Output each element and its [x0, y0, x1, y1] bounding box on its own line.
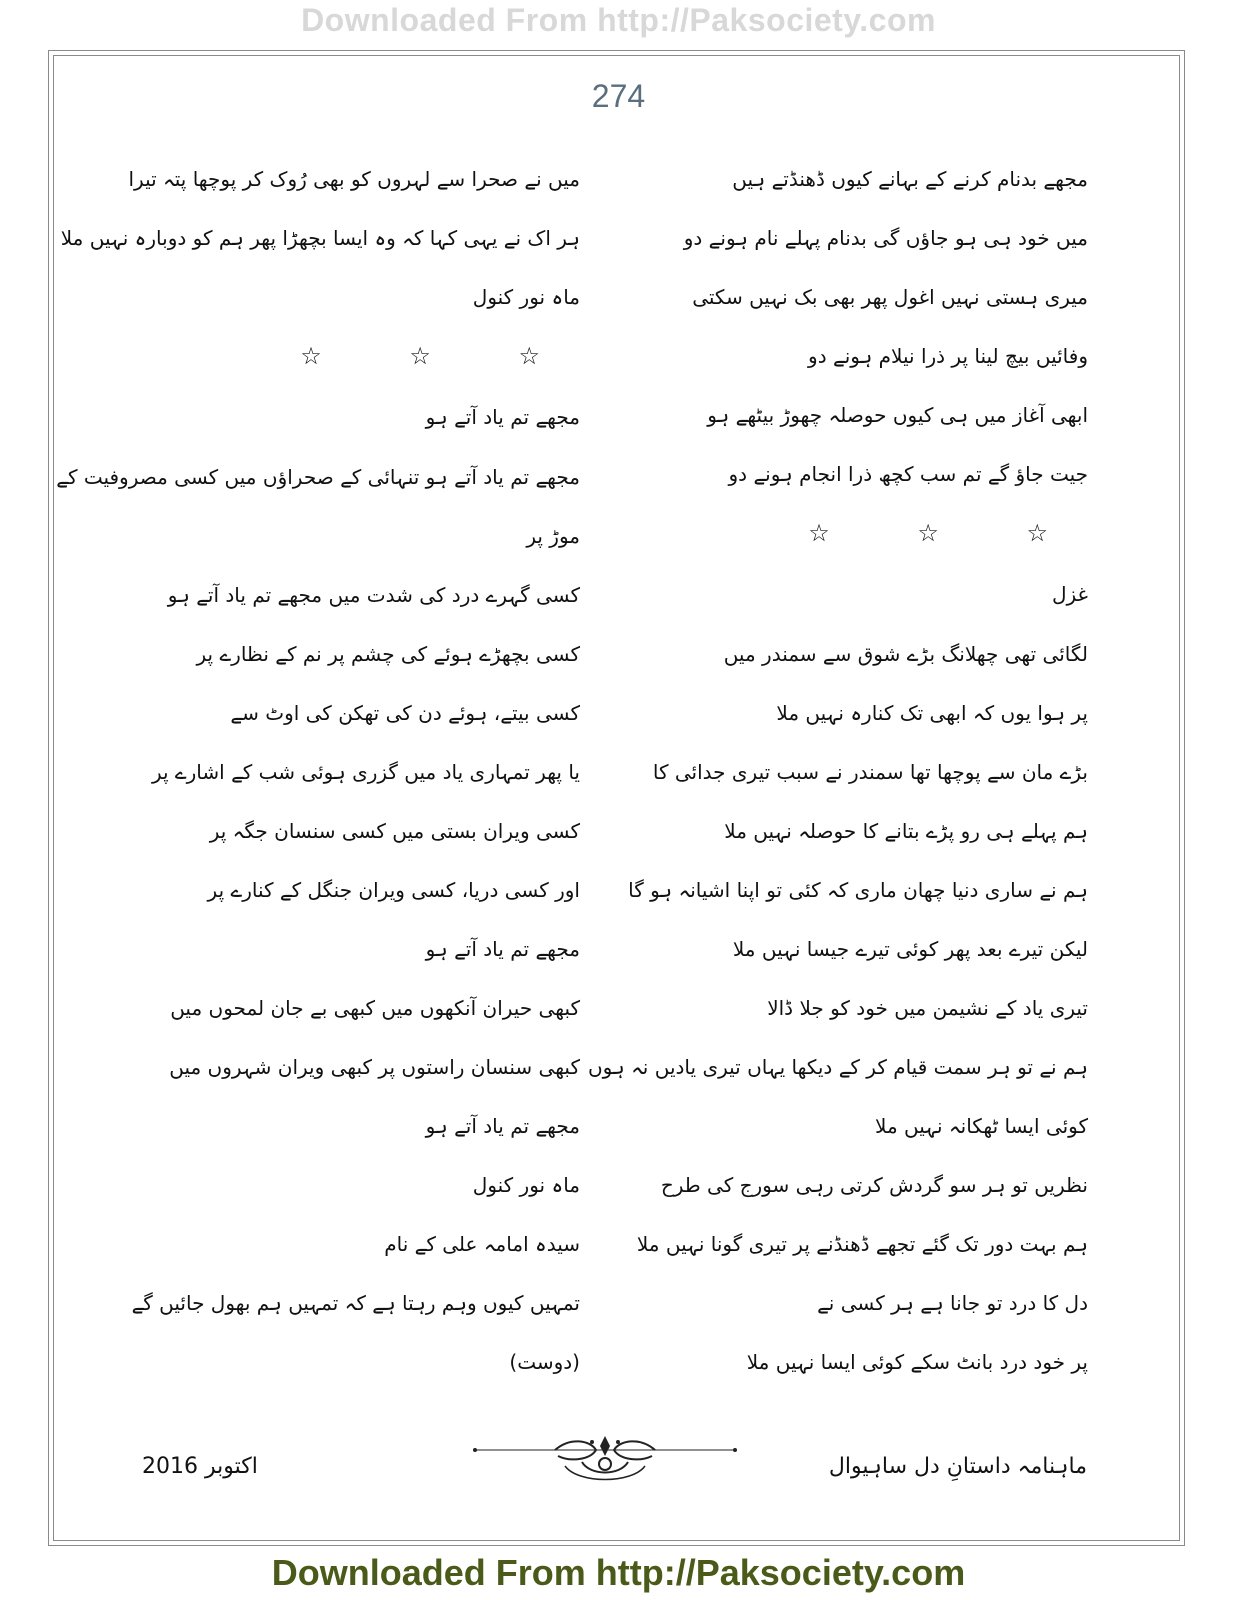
poem-line: میں خود ہی ہو جاؤں گی بدنام پہلے نام ہونے دو	[683, 226, 1088, 250]
poem-line: اور کسی دریا، کسی ویران جنگل کے کنارے پر	[207, 878, 580, 902]
poem-line: مجھے تم یاد آتے ہو	[425, 1114, 580, 1138]
signature: (دوست)	[509, 1350, 580, 1374]
poem-line: ابھی آغاز میں ہی کیوں حوصلہ چھوڑ بیٹھے ہو	[707, 403, 1088, 427]
poem-line: کسی بیتے، ہوئے دن کی تھکن کی اوٹ سے	[230, 701, 580, 725]
poem-line: ہر اک نے یہی کہا کہ وہ ایسا بچھڑا پھر ہم کو دوبارہ نہیں ملا	[60, 226, 580, 250]
section-divider-stars: ☆ ☆ ☆	[300, 342, 580, 370]
poem-line: کسی ویران بستی میں کسی سنسان جگہ پر	[209, 819, 580, 843]
dedication: سیدہ امامہ علی کے نام	[384, 1232, 580, 1256]
page-footer	[70, 1432, 1167, 1492]
watermark-top: Downloaded From http://Paksociety.com	[301, 2, 936, 38]
footer-date: اکتوبر 2016	[142, 1454, 258, 1479]
author-name: ماہ نور کنول	[472, 1173, 580, 1197]
poem-line: کسی گہرے درد کی شدت میں مجھے تم یاد آتے ہو	[167, 583, 580, 607]
poem-line: لیکن تیرے بعد پھر کوئی تیرے جیسا نہیں ملا	[732, 937, 1088, 961]
poem-line: یا پھر تمہاری یاد میں گزری ہوئی شب کے اشارے پر	[151, 760, 580, 784]
page-number: 274	[591, 78, 646, 114]
watermark-bottom: Downloaded From http://Paksociety.com	[271, 1552, 966, 1593]
poem-line: میری ہستی نہیں اغول پھر بھی بک نہیں سکتی	[692, 285, 1088, 309]
poem-line: میں نے صحرا سے لہروں کو بھی رُوک کر پوچھا پتہ تیرا	[128, 167, 580, 191]
poem-line: مجھے تم یاد آتے ہو	[425, 937, 580, 961]
poem-line: کبھی سنسان راستوں پر کبھی ویران شہروں میں	[169, 1055, 580, 1079]
poem-line: موڑ پر	[526, 524, 580, 548]
poem-line: کسی بچھڑے ہوئے کی چشم پر نم کے نظارے پر	[196, 642, 580, 666]
section-heading: غزل	[1051, 582, 1088, 606]
poem-line: پر خود درد بانٹ سکے کوئی ایسا نہیں ملا	[746, 1350, 1088, 1374]
left-column	[56, 150, 580, 1392]
poem-line: کبھی حیران آنکھوں میں کبھی بے جان لمحوں میں	[170, 996, 580, 1020]
poem-line: ہم پہلے ہی رو پڑے بتانے کا حوصلہ نہیں ملا	[724, 819, 1088, 843]
poem-line: لگائی تھی چھلانگ بڑے شوق سے سمندر میں	[723, 642, 1088, 666]
poem-title: مجھے تم یاد آتے ہو	[425, 405, 580, 429]
poem-line: مجھے تم یاد آتے ہو تنہائی کے صحراؤں میں کسی مصروفیت کے	[56, 465, 580, 489]
poem-line: دل کا درد تو جانا ہے ہر کسی نے	[817, 1291, 1088, 1315]
poem-line: ہم نے تو ہر سمت قیام کر کے دیکھا یہاں تیری یادیں نہ ہوں	[587, 1055, 1088, 1079]
poem-line: جیت جاؤ گے تم سب کچھ ذرا انجام ہونے دو	[728, 462, 1088, 486]
poem-line: مجھے بدنام کرنے کے بہانے کیوں ڈھنڈتے ہیں	[732, 167, 1088, 191]
footer-magazine-name: ماہنامہ داستانِ دل ساہیوال	[828, 1454, 1087, 1479]
author-name: ماہ نور کنول	[472, 285, 580, 309]
section-divider-stars: ☆ ☆ ☆	[808, 519, 1088, 547]
ornament-icon	[470, 1432, 740, 1492]
poem-line: پر ہوا یوں کہ ابھی تک کنارہ نہیں ملا	[776, 701, 1088, 725]
poem-line: تیری یاد کے نشیمن میں خود کو جلا ڈالا	[767, 996, 1088, 1020]
poem-line: کوئی ایسا ٹھکانہ نہیں ملا	[875, 1114, 1088, 1138]
right-column	[587, 150, 1088, 1392]
poem-line: وفائیں بیچ لینا پر ذرا نیلام ہونے دو	[808, 344, 1088, 368]
poem-line: ہم نے ساری دنیا چھان ماری کہ کئی تو اپنا اشیانہ ہو گا	[628, 878, 1088, 902]
poem-line: تمہیں کیوں وہم رہتا ہے کہ تمہیں ہم بھول جائیں گے	[131, 1291, 580, 1315]
poem-line: نظریں تو ہر سو گردش کرتی رہی سورج کی طرح	[660, 1173, 1088, 1197]
poem-line: ہم بہت دور تک گئے تجھے ڈھنڈنے پر تیری گونا نہیں ملا	[636, 1232, 1088, 1256]
poem-line: بڑے مان سے پوچھا تھا سمندر نے سبب تیری جدائی کا	[652, 760, 1088, 784]
